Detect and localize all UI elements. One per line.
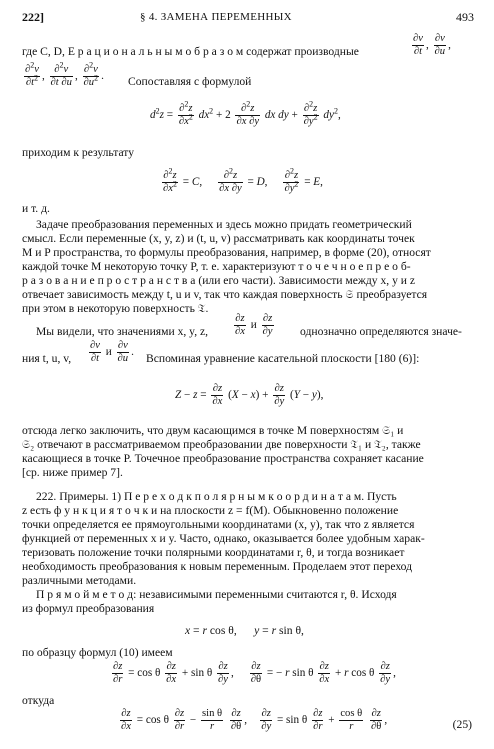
text-line: Задаче преобразования переменных и здесь можно придать геометрический: [36, 218, 412, 231]
formula: $\frac{\partial z}{\partial r}$ = cos θ $\frac{\partial z}{\partial x}$ + sin θ $\frac{\partial z}{\partial y}$ , $\frac{\partial z}{\partial\theta}$ = − r sin θ $\frac{\partial z}{\partial x}$ + r cos θ $\frac{\partial z}{\partial y}$ ,: [113, 661, 396, 685]
text-line: точки определяется ее прямоугольными координатами (x, y), так что z является: [22, 518, 415, 531]
running-title: § 4. ЗАМЕНА ПЕРЕМЕННЫХ: [140, 11, 292, 23]
text-line: z есть ф у н к ц и я т о ч к и на плоскости z = f(M). Обыкновенно положение: [22, 504, 399, 517]
text-line: Мы видели, что значениями x, y, z,: [36, 325, 209, 338]
text-line: Сопоставляя с формулой: [128, 75, 252, 88]
text-line: при этом в некоторую поверхность 𝔗.: [22, 302, 209, 315]
text-line: однозначно определяются значе-: [300, 325, 462, 338]
text-line: 222. Примеры. 1) П е р е х о д к п о л я р н ы м к о о р д и н а т а м. Пусть: [36, 490, 397, 503]
text-line: [ср. ниже пример 7].: [22, 466, 123, 479]
formula: $\frac{\partial v}{\partial t}$ и $\frac{\partial v}{\partial u}$ .: [90, 340, 134, 364]
formula: $d^2z$ = $\frac{\partial^2z}{\partial x^2}$ $dx^2 + 2$ $\frac{\partial^2z}{\partial x \partial y}$ dx dy + $\frac{\partial^2z}{\partial y^2}$ $dy^2$,: [150, 99, 341, 127]
text-line: 𝔖₂ отвечают в рассматриваемом преобразовании две поверхности 𝔗₁ и 𝔗₂, также: [22, 438, 421, 451]
formula: $\frac{\partial^2v}{\partial t^2}$ , $\frac{\partial^2v}{\partial t \partial u}$ , $\frac{\partial^2v}{\partial u^2}$ .: [25, 60, 104, 88]
formula: $\frac{\partial v}{\partial t}$ , $\frac{\partial v}{\partial u}$ ,: [413, 33, 451, 57]
text-line: функцией от переменных x и y. Часто, однако, оказывается более удобным харак-: [22, 532, 425, 545]
page-number: 493: [456, 10, 474, 24]
text-line: M и P пространства, то формулы преобразования, например, в форме (20), относят: [22, 246, 431, 259]
text-line: различными методами.: [22, 574, 137, 587]
text-line: каждой точке M некоторую точку P, т. е. характеризуют т о ч е ч н о е п р е о б-: [22, 260, 411, 273]
formula: $\frac{\partial z}{\partial x}$ и $\frac{\partial z}{\partial y}$: [235, 313, 273, 337]
formula: $\frac{\partial^2z}{\partial x^2}$ = C, $\frac{\partial^2z}{\partial x \partial y}$ = D, $\frac{\partial^2z}{\partial y^2}$ = E,: [163, 166, 323, 194]
equation-number: (25): [452, 718, 472, 731]
text-line: где C, D, E р а ц и о н а л ь н ы м о б р а з о м содержат производные: [22, 45, 359, 58]
text-line: теризовать положение точки полярными координатами r, θ, и тогда возникает: [22, 546, 405, 559]
text-line: приходим к результату: [22, 146, 134, 159]
text-line: ния t, u, v,: [22, 352, 72, 365]
text-line: из формул преобразования: [22, 602, 155, 615]
text-line: отвечает зависимость между t, u и v, так что каждая поверхность 𝔖 преобразуется: [22, 288, 428, 301]
text-line: касающиеся в точке P. Точечное преобразование пространства сохраняет касание: [22, 452, 424, 465]
text-line: р а з о в а н и е п р о с т р а н с т в а (или его части). Зависимости между x, y и z: [22, 274, 416, 287]
text-line: отсюда легко заключить, что двум касающимся в точке M поверхностям 𝔖₁ и: [22, 424, 404, 437]
formula: $\frac{\partial z}{\partial x}$ = cos θ $\frac{\partial z}{\partial r}$ − $\frac{\text{sin θ}}{r}$ $\frac{\partial z}{\partial\theta}$ , $\frac{\partial z}{\partial y}$ = sin θ $\frac{\partial z}{\partial r}$ + $\frac{\text{cos θ}}{r}$ $\frac{\partial z}{\partial\theta}$ ,: [121, 708, 388, 732]
text-line: откуда: [22, 694, 55, 707]
text-line: по образцу формул (10) имеем: [22, 646, 173, 659]
formula: x = r cos θ, y = r sin θ,: [185, 624, 304, 637]
text-line: Вспоминая уравнение касательной плоскости [180 (6)]:: [146, 352, 420, 365]
section-number: 222]: [22, 10, 44, 24]
text-line: и т. д.: [22, 202, 50, 215]
formula: Z − z = $\frac{\partial z}{\partial x}$ (X − x) + $\frac{\partial z}{\partial y}$ (Y − y),: [175, 383, 324, 407]
text-line: П р я м о й м е т о д: независимыми переменными считаются r, θ. Исходя: [36, 588, 397, 601]
text-line: смысл. Если переменные (x, y, z) и (t, u, v) рассматривать как координаты точек: [22, 232, 415, 245]
text-line: необходимость преобразования к новым переменным. Проделаем этот переход: [22, 560, 413, 573]
